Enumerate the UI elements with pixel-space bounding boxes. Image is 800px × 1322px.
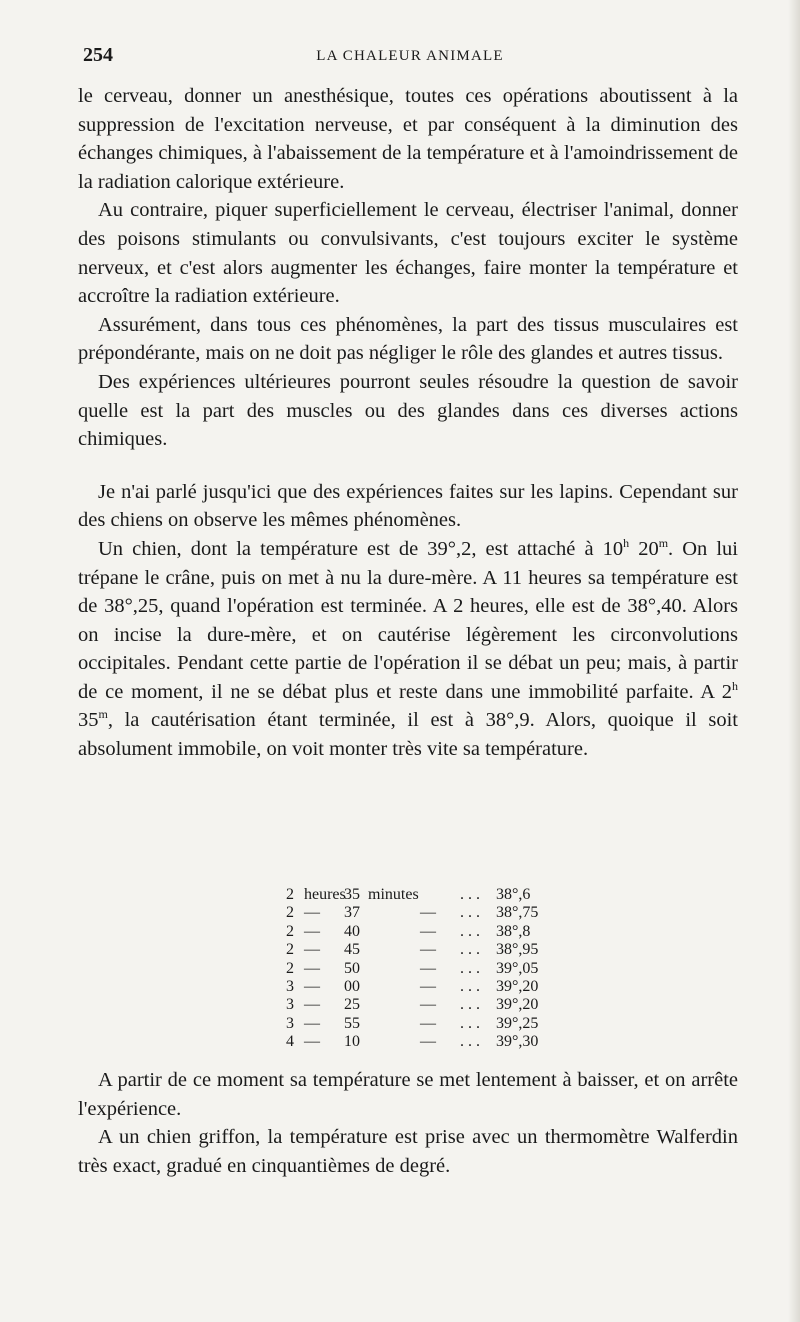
- running-title: LA CHALEUR ANIMALE: [316, 48, 504, 64]
- table-row: 2 — 37 — . . . 38°,75: [286, 904, 539, 922]
- paragraph: le cerveau, donner un anesthésique, toutes ces opérations aboutissent à la suppression de l'excitation nerveuse, et par conséquent à la diminution des échanges chimiques, à l'abaissement de la température et à l'amoindrissement de la radiation calorique extérieure.: [78, 85, 738, 193]
- paragraph: A partir de ce moment sa température se met lentement à baisser, et on arrête l'expérience.: [78, 1069, 738, 1120]
- table-row: 2 — 50 — . . . 39°,05: [286, 959, 539, 977]
- table-row: 4 — 10 — . . . 39°,30: [286, 1033, 539, 1051]
- closing-text: [78, 1066, 738, 1180]
- paragraph: Un chien, dont la température est de 39°,2, est attaché à 10$^h$ 20$^m$. On lui trépane le crâne, puis on met à nu la dure-mère. A 11 heures sa température est de 38°,25, quand l'opération est terminée. A 2 heures, elle est de 38°,40. Alors on incise la dure-mère, et on cautérise légèrement les circonvolutions occipitales. Pendant cette partie de l'opération il se débat un peu; mais, à partir de ce moment, il ne se débat plus et reste dans une immobilité parfaite. A 2$^h$ 35$^m$, la cautérisation étant terminée, il est à 38°,9. Alors, quoique il soit absolument immobile, on voit monter très vite sa température.: [78, 536, 738, 761]
- page-header: [83, 44, 737, 74]
- page-number: 254: [83, 44, 113, 66]
- paragraph: Je n'ai parlé jusqu'ici que des expériences faites sur les lapins. Cependant sur des chiens on observe les mêmes phénomènes.: [78, 480, 738, 532]
- temperature-table: [284, 886, 604, 1052]
- paragraph: Des expériences ultérieures pourront seules résoudre la question de savoir quelle est la part des muscles ou des glandes dans ces diverses actions chimiques.: [78, 370, 738, 451]
- paragraph: Assurément, dans tous ces phénomènes, la part des tissus musculaires est prépondérante, mais on ne doit pas négliger le rôle des glandes et autres tissus.: [78, 313, 738, 365]
- table-row: 2 — 40 — . . . 38°,8: [286, 922, 531, 940]
- paragraph: A un chien griffon, la température est prise avec un thermomètre Walferdin très exact, gradué en cinquantièmes de degré.: [78, 1126, 738, 1177]
- page-edge-shadow: [788, 0, 800, 1322]
- table-row: 3 — 55 — . . . 39°,25: [286, 1014, 539, 1032]
- body-text: [78, 82, 738, 764]
- table-row: 2 heures 35 minutes . . . 38°,6: [286, 886, 531, 903]
- table-row: 3 — 25 — . . . 39°,20: [286, 996, 539, 1014]
- table-row: 2 — 45 — . . . 38°,95: [286, 941, 539, 959]
- paragraph: Au contraire, piquer superficiellement le cerveau, électriser l'animal, donner des poisons stimulants ou convulsivants, c'est toujours exciter le système nerveux, et c'est alors augmenter les échanges, faire monter la température et accroître la radiation extérieure.: [78, 199, 738, 308]
- table-row: 3 — 00 — . . . 39°,20: [286, 977, 539, 995]
